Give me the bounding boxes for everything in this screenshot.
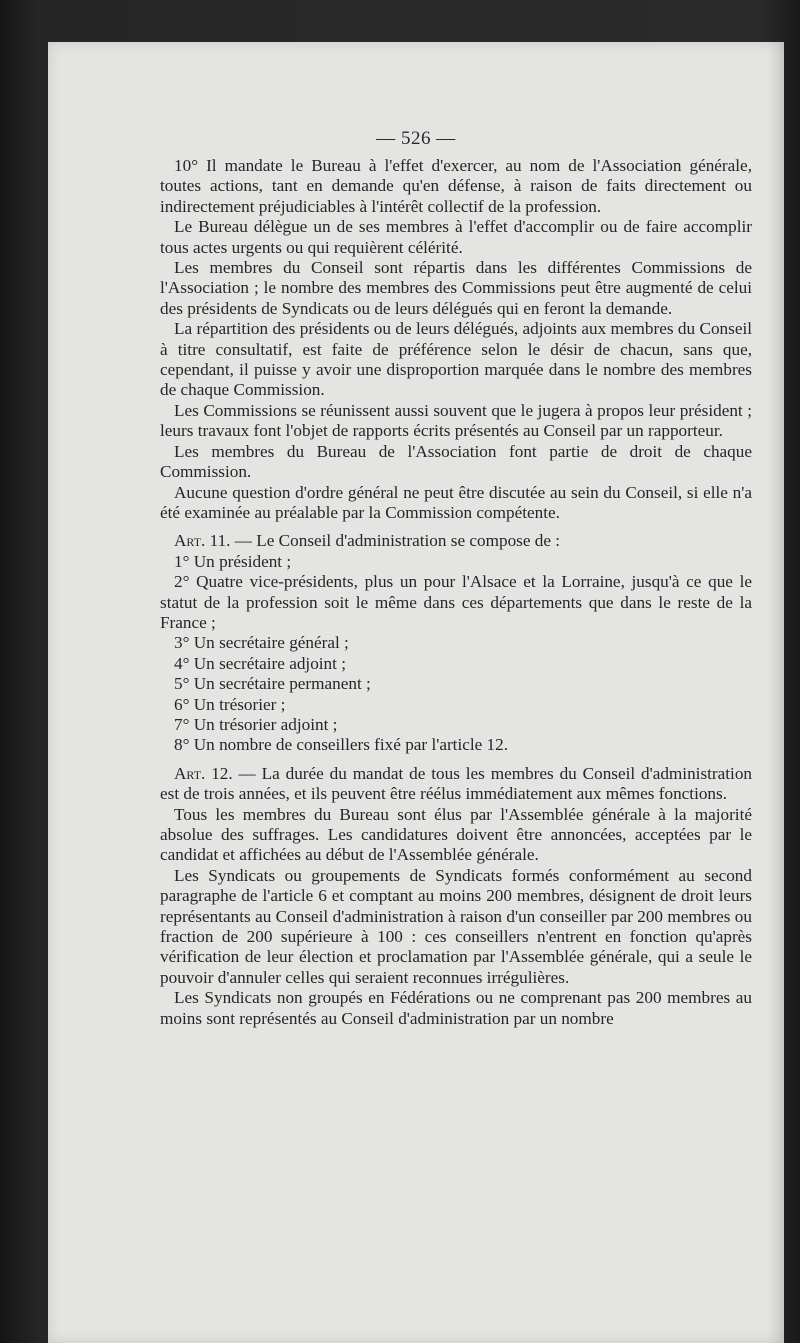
paragraph: Les Syndicats non groupés en Fédérations ou ne comprenant pas 200 membres au moins sont représentés au Conseil d'administration par un nombre	[160, 988, 752, 1028]
paragraph: La répartition des présidents ou de leurs délégués, adjoints aux membres du Conseil à titre consultatif, est faite de préférence selon le désir de chacun, sans que, cependant, il puisse y avoir une disproportion marquée dans le nombre des membres de chaque Commission.	[160, 319, 752, 400]
paragraph: Les Commissions se réunissent aussi souvent que le jugera à propos leur président ; leurs travaux font l'objet de rapports écrits présentés au Conseil par un rapporteur.	[160, 400, 752, 441]
paragraph: Le Bureau délègue un de ses membres à l'effet d'accomplir ou de faire accomplir tous actes urgents ou qui requièrent célérité.	[160, 217, 752, 257]
list-item: 4° Un secrétaire adjoint ;	[174, 653, 347, 673]
article-11	[160, 531, 752, 551]
document-page	[48, 42, 784, 1343]
paragraph: Les membres du Bureau de l'Association font partie de droit de chaque Commission.	[160, 441, 752, 482]
article-12-label: Art. 12.	[174, 763, 233, 783]
article-11-text: — Le Conseil d'administration se compose de :	[230, 531, 561, 551]
paragraph: Aucune question d'ordre général ne peut être discutée au sein du Conseil, si elle n'a été examinée au préalable par la Commission compétente.	[160, 482, 752, 522]
body-text	[160, 156, 752, 1029]
paragraph: Tous les membres du Bureau sont élus par l'Assemblée générale à la majorité absolue des suffrages. Les candidatures doivent être annoncées, acceptées par le candidat et affichées au début de l'Assemblée générale.	[160, 804, 752, 865]
list-item: 1° Un président ;	[174, 551, 292, 571]
page-number: — 526 —	[376, 128, 456, 149]
list-item: 7° Un trésorier adjoint ;	[174, 714, 338, 734]
article-11-label: Art. 11.	[174, 531, 231, 551]
paragraph: Les membres du Conseil sont répartis dans les différentes Commissions de l'Association ; le nombre des membres des Commissions peut être augmenté de celui des présidents de Syndicats ou de leurs délégués qui en feront la demande.	[160, 258, 752, 318]
page-fold-shadow	[766, 42, 784, 1343]
paragraph: 10° Il mandate le Bureau à l'effet d'exercer, au nom de l'Association générale, toutes actions, tant en demande qu'en défense, à raison de faits directement ou indirectement préjudiciables à l'intérêt collectif de la profession.	[160, 156, 752, 216]
paragraph: Les Syndicats ou groupements de Syndicats formés conformément au second paragraphe de l'article 6 et comptant au moins 200 membres, désignent de droit leurs représentants au Conseil d'administration à raison d'un conseiller par 200 membres ou fraction de 200 supérieure à 100 : ces conseillers n'entrent en fonction qu'après vérification de leur élection et proclamation par l'Assemblée générale, qui a seule le pouvoir d'annuler celles qui seraient reconnues irrégulières.	[160, 865, 752, 987]
list-item: 5° Un secrétaire permanent ;	[174, 674, 371, 694]
list-item: 2° Quatre vice-présidents, plus un pour l'Alsace et la Lorraine, jusqu'à ce que le statut de la profession soit le même dans ces départements que dans le reste de la France ;	[160, 572, 752, 632]
list-item: 8° Un nombre de conseillers fixé par l'article 12.	[174, 735, 509, 755]
list-item: 3° Un secrétaire général ;	[174, 633, 349, 653]
list-item: 6° Un trésorier ;	[174, 694, 286, 714]
article-12	[160, 764, 752, 805]
article-12-text: — La durée du mandat de tous les membres du Conseil d'administration est de trois années, et ils peuvent être réélus immédiatement aux mêmes fonctions.	[160, 763, 753, 804]
